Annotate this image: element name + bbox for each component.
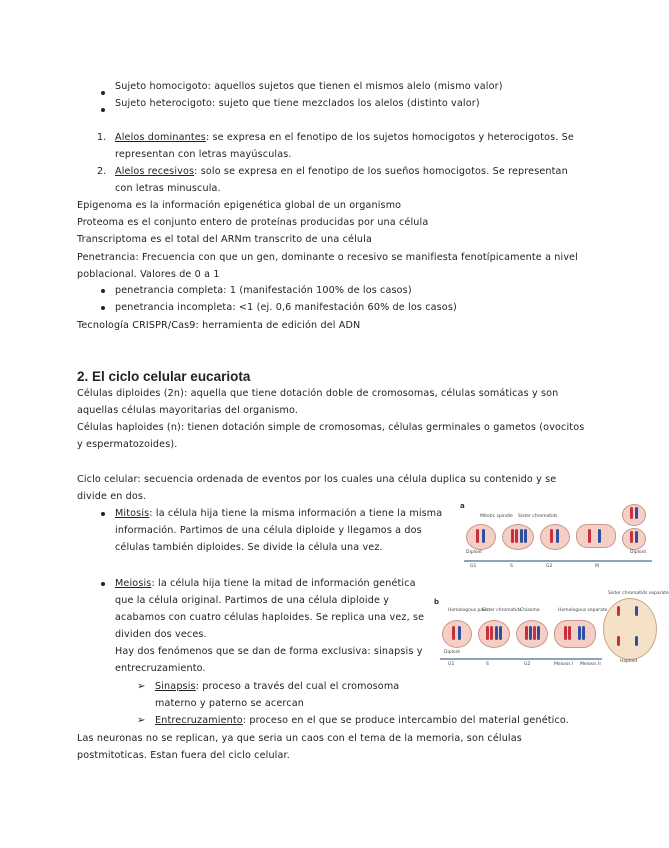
bullet-heterocigoto: Sujeto heterocigoto: sujeto que tiene mezclados los alelos (distinto valor) <box>115 98 480 109</box>
cell-haploid-group <box>603 598 657 660</box>
chromosome <box>564 626 567 640</box>
section-title: 2. El ciclo celular eucariota <box>77 369 251 384</box>
bullet-dot <box>101 306 105 310</box>
term-meiosis: Meiosis <box>115 578 152 589</box>
term-alelos-recesivos: Alelos recesivos <box>115 166 195 177</box>
timeline-bar <box>464 560 652 562</box>
chromosome <box>490 626 493 640</box>
chromosome <box>635 606 638 616</box>
axis-label: M <box>595 564 599 569</box>
sinapsis-line2: materno y paterno se acercan <box>155 698 304 709</box>
chromosome <box>635 531 638 543</box>
chromosome <box>617 606 620 616</box>
cell-metaphase <box>540 524 570 550</box>
axis-label: S <box>486 662 489 667</box>
chromosome <box>635 636 638 646</box>
def-epigenoma: Epigenoma es la información epigenética global de un organismo <box>77 200 402 211</box>
axis-label: G2 <box>524 662 531 667</box>
chromosome <box>520 529 523 543</box>
bullet-penetrancia-incompleta: penetrancia incompleta: <1 (ej. 0,6 manifestación 60% de los casos) <box>115 302 457 313</box>
def-transcriptoma: Transcriptoma es el total del ARNm transcrito de una célula <box>77 234 372 245</box>
chromosome <box>550 529 553 543</box>
fig-label: Haploid <box>620 659 638 664</box>
list-number: 1. <box>97 132 107 143</box>
bullet-penetrancia-completa: penetrancia completa: 1 (manifestación 100% de los casos) <box>115 285 412 296</box>
cell-diploid <box>466 524 496 550</box>
chromosome <box>537 626 540 640</box>
meiosis-line3: acabamos con cuatro células haploides. Se replica una vez, se <box>115 612 425 623</box>
fig-label: Sister chromatids separate <box>608 591 669 596</box>
cell-synapsis <box>516 620 548 648</box>
mitosis-line1 <box>115 505 442 522</box>
cell-dividing <box>576 524 616 548</box>
chromosome <box>598 529 601 543</box>
cell-daughter <box>622 504 646 526</box>
def-crispr: Tecnología CRISPR/Cas9: herramienta de edición del ADN <box>77 320 361 331</box>
axis-label: Meiosis I <box>554 662 574 667</box>
numbered-item-dominantes <box>115 129 574 146</box>
meiosis-line6: entrecruzamiento. <box>115 663 206 674</box>
diploides-line1: Células diploides (2n): aquella que tiene dotación doble de cromosomas, células somáticas y son <box>77 388 559 399</box>
chromosome <box>635 507 638 519</box>
chromosome <box>630 507 633 519</box>
cell-replicated <box>502 524 534 550</box>
list-number: 2. <box>97 166 107 177</box>
cell-cycle-figure <box>430 498 669 678</box>
ciclo-line1: Ciclo celular: secuencia ordenada de eventos por los cuales una célula duplica su contenido y se <box>77 474 557 485</box>
def-penetrancia-line2: poblacional. Valores de 0 a 1 <box>77 269 220 280</box>
numbered-item-dominantes-line2: representan con letras mayúsculas. <box>115 149 292 160</box>
chromosome <box>568 626 571 640</box>
bullet-homocigoto: Sujeto homocigoto: aquellos sujetos que tienen el mismos alelo (mismo valor) <box>115 81 503 92</box>
bullet-dot <box>101 91 105 95</box>
entrecruzamiento-text: : proceso en el que se produce intercambio del material genético. <box>242 715 569 726</box>
fig-label: Sister chromatids <box>482 608 522 613</box>
mitosis-text: : la célula hija tiene la misma información a tiene la misma <box>149 508 443 519</box>
chromosome <box>476 529 479 543</box>
figure-letter-a: a <box>460 502 465 510</box>
sinapsis-line1 <box>155 678 399 695</box>
meiosis-line4: dividen dos veces. <box>115 629 207 640</box>
fig-label: Chiasma <box>520 608 540 613</box>
chromosome <box>582 626 585 640</box>
fig-label: Diploid <box>630 550 646 555</box>
axis-label: G1 <box>470 564 477 569</box>
chromosome <box>533 626 536 640</box>
sinapsis-text: : proceso a través del cual el cromosoma <box>195 681 400 692</box>
fig-label: Homologous pairs <box>448 608 489 613</box>
chromosome <box>578 626 581 640</box>
diploides-line2: aquellas células mayoritarias del organismo. <box>77 405 299 416</box>
term-sinapsis: Sinapsis <box>155 681 196 692</box>
chromosome <box>515 529 518 543</box>
meiosis-line1 <box>115 575 416 592</box>
bullet-dot <box>101 108 105 112</box>
chromosome <box>482 529 485 543</box>
term-entrecruzamiento: Entrecruzamiento <box>155 715 243 726</box>
chromosome <box>529 626 532 640</box>
ciclo-line2: divide en dos. <box>77 491 147 502</box>
fig-label: Diploid <box>444 650 460 655</box>
neuronas-line2: postmitoticas. Estan fuera del ciclo celular. <box>77 750 290 761</box>
chromosome <box>486 626 489 640</box>
axis-label: Meiosis II <box>580 662 601 667</box>
numbered-item-recesivos-line2: con letras minuscula. <box>115 183 221 194</box>
def-penetrancia: Penetrancia: Frecuencia con que un gen, dominante o recesivo se manifiesta fenotípicamente a nivel <box>77 252 579 263</box>
cell-meiosis1 <box>554 620 596 648</box>
mitosis-line2: información. Partimos de una célula diploide y llegamos a dos <box>115 525 422 536</box>
entrecruzamiento-line <box>155 712 569 729</box>
meiosis-line5: Hay dos fenómenos que se dan de forma exclusiva: sinapsis y <box>115 646 423 657</box>
mitosis-line3: células también diploides. Se divide la célula una vez. <box>115 542 383 553</box>
chromosome <box>630 531 633 543</box>
term-alelos-dominantes: Alelos dominantes <box>115 132 206 143</box>
fig-label: Homologous separate <box>558 608 608 613</box>
chromosome <box>511 529 514 543</box>
chromosome <box>524 529 527 543</box>
arrow-bullet-icon: ➢ <box>137 681 146 692</box>
meiosis-text: : la célula hija tiene la mitad de información genética <box>151 578 416 589</box>
bullet-dot <box>101 512 105 516</box>
chromosome <box>556 529 559 543</box>
meiosis-line2: que la célula original. Partimos de una célula diploide y <box>115 595 390 606</box>
bullet-dot <box>101 289 105 293</box>
cell-diploid <box>442 620 472 648</box>
bullet-dot <box>101 582 105 586</box>
axis-label: G2 <box>546 564 553 569</box>
fig-label: Mitotic spindle <box>480 514 513 519</box>
timeline-bar <box>440 658 602 660</box>
term-mitosis: Mitosis <box>115 508 150 519</box>
chromosome <box>495 626 498 640</box>
fig-label: Diploid <box>466 550 482 555</box>
cell-daughter <box>622 528 646 550</box>
chromosome <box>617 636 620 646</box>
arrow-bullet-icon: ➢ <box>137 715 146 726</box>
neuronas-line1: Las neuronas no se replican, ya que seria un caos con el tema de la memoria, son células <box>77 733 522 744</box>
recesivos-text: : solo se expresa en el fenotipo de los sueños homocigotos. Se representan <box>194 166 568 177</box>
cell-replicated <box>478 620 510 648</box>
figure-letter-b: b <box>434 598 440 606</box>
def-proteoma: Proteoma es el conjunto entero de proteínas producidas por una célula <box>77 217 429 228</box>
haploides-line1: Células haploides (n): tienen dotación simple de cromosomas, células germinales o gametos (ovocitos <box>77 422 585 433</box>
axis-label: S <box>510 564 513 569</box>
haploides-line2: y espermatozoides). <box>77 439 178 450</box>
chromosome <box>588 529 591 543</box>
numbered-item-recesivos <box>115 163 568 180</box>
axis-label: G1 <box>448 662 455 667</box>
chromosome <box>525 626 528 640</box>
chromosome <box>499 626 502 640</box>
chromosome <box>458 626 461 640</box>
chromosome <box>452 626 455 640</box>
fig-label: Sister chromatids <box>518 514 558 519</box>
dominantes-text: : se expresa en el fenotipo de los sujetos homocigotos y heterocigotos. Se <box>205 132 574 143</box>
